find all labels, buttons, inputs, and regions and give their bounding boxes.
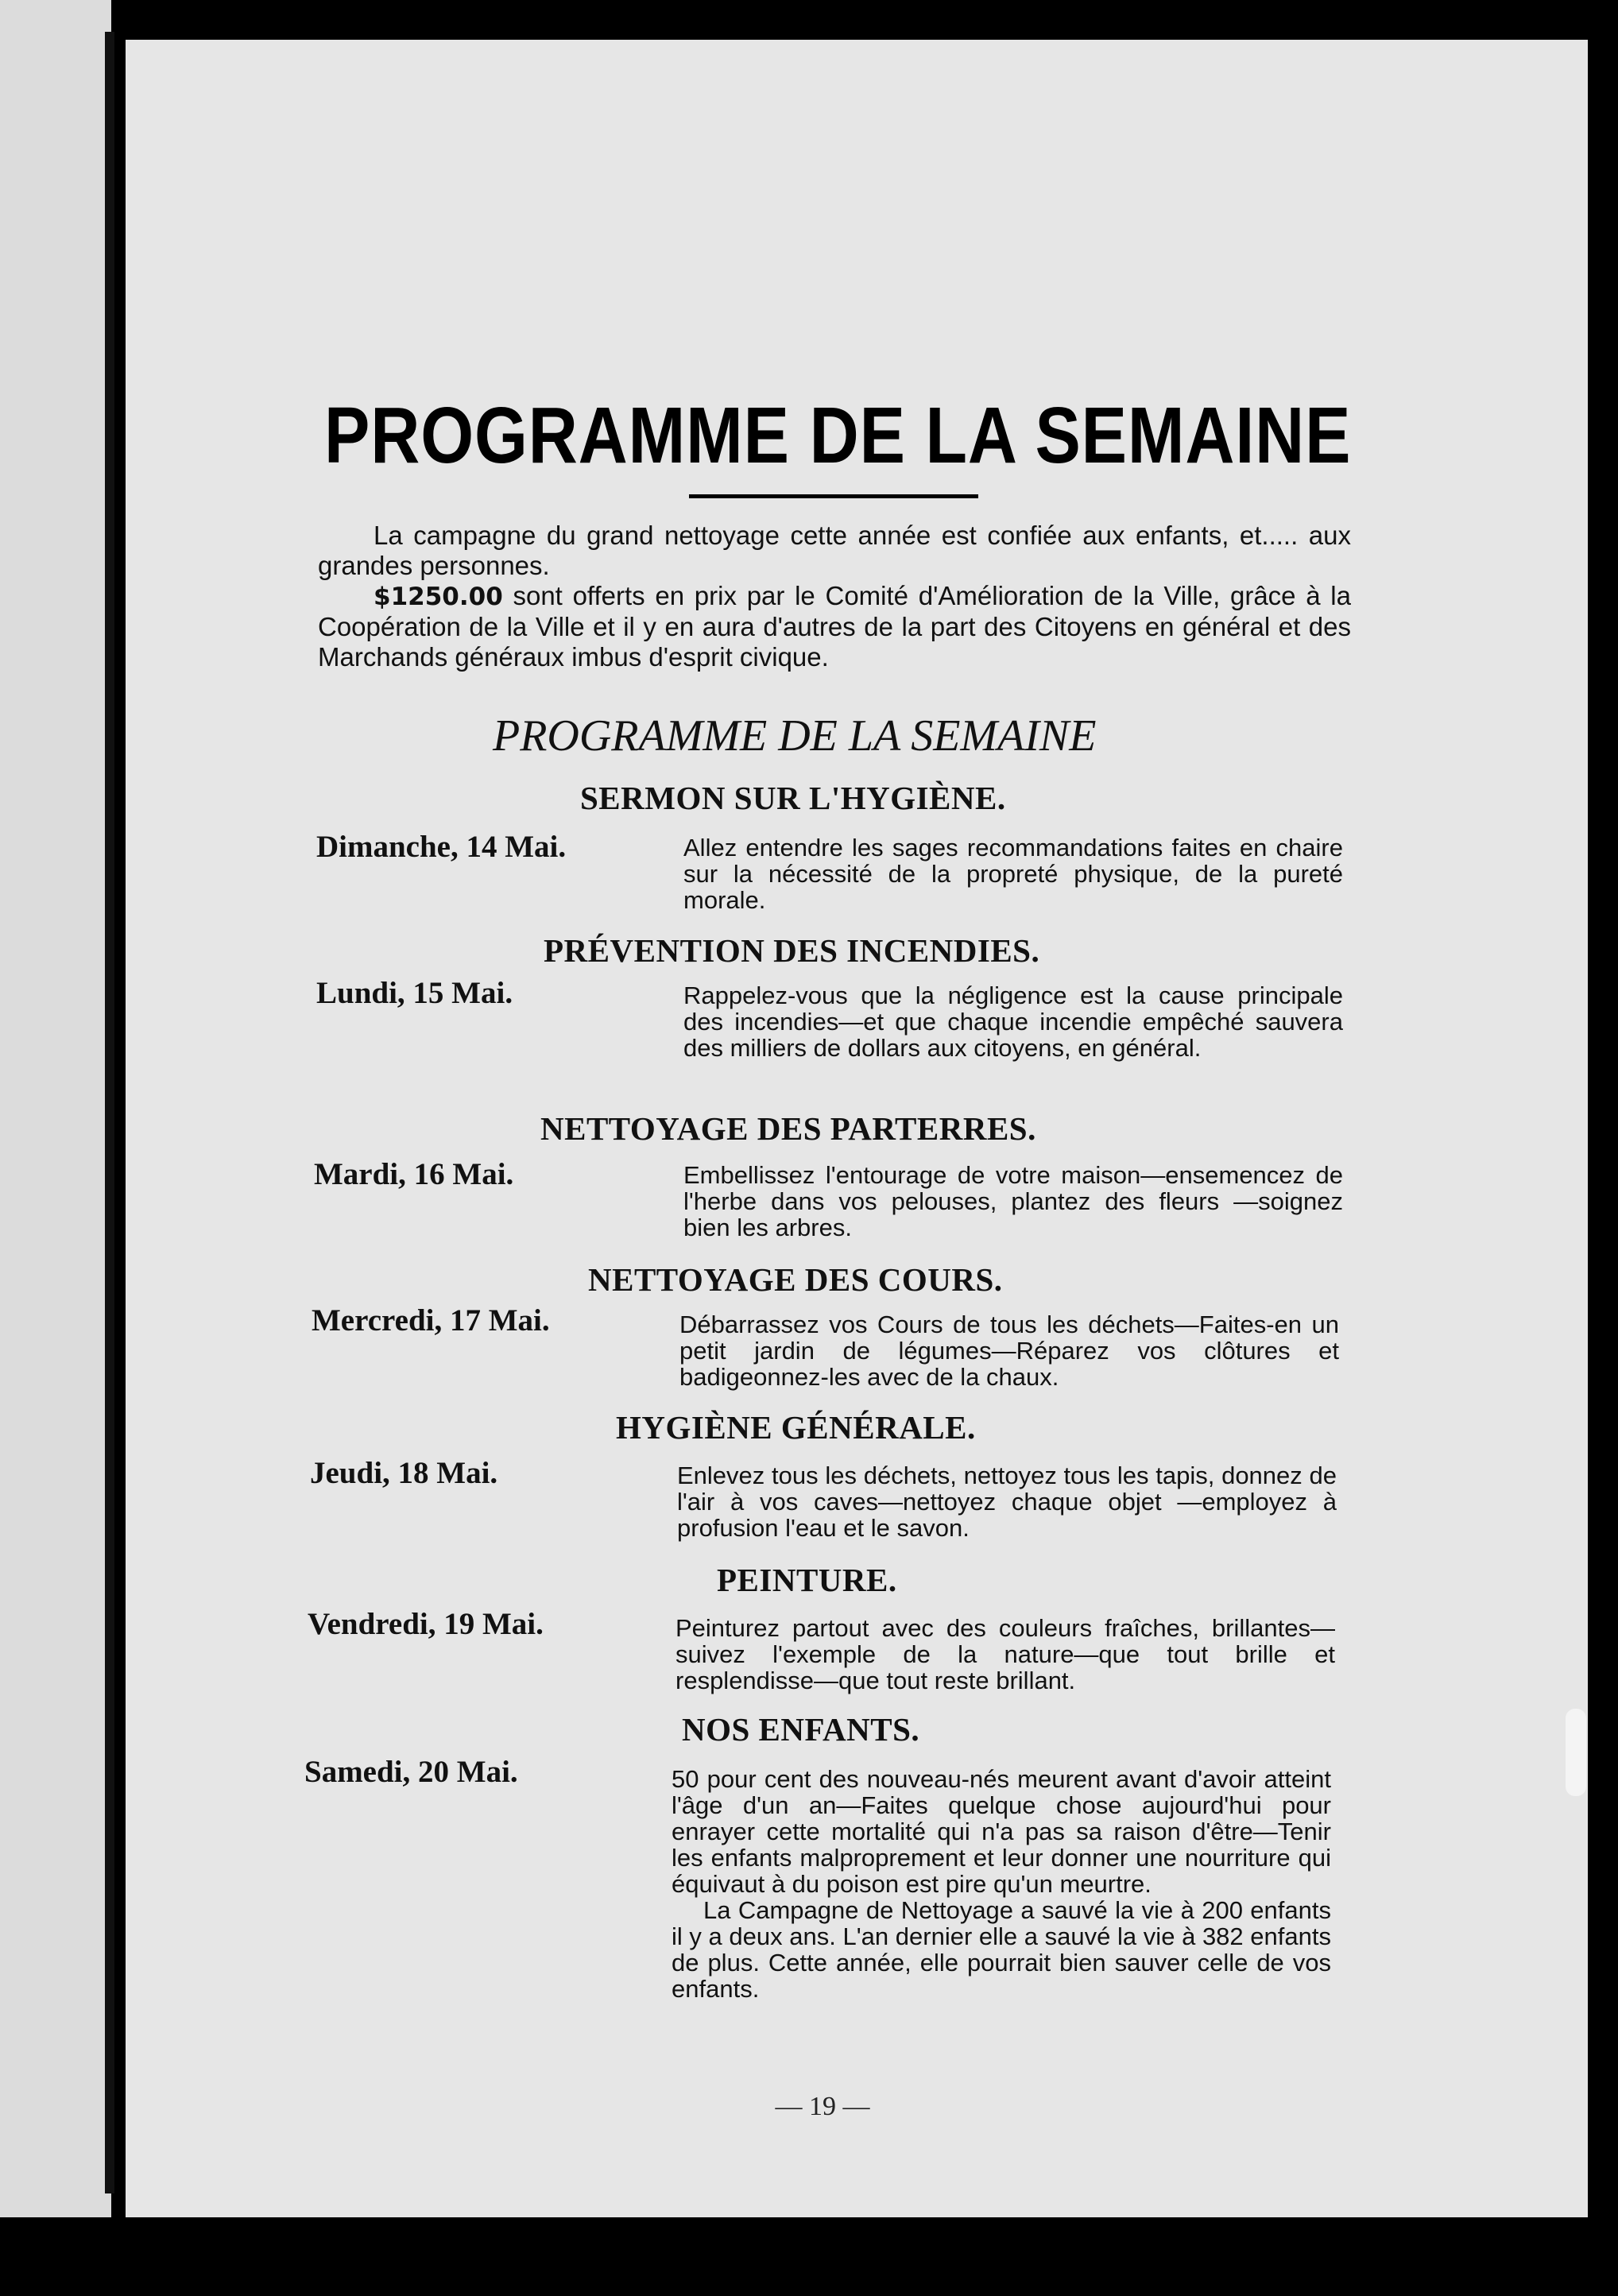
schedule-description: 50 pour cent des nouveau-nés meurent avant d'avoir atteint l'âge d'un an—Faites quelque chose aujourd'hui pour enrayer cette mortalité qui n'a pas sa raison d'être—Tenir les enfants malproprement et leur donner une nourriture qui équivaut à du poison est pire qu'un meurtre. La Campagne de Nettoyage a sauvé la vie à 200 enfants il y a deux ans. L'an dernier elle a sauvé la vie à 382 enfants de plus. Cette année, elle pourrait bien sauver celle de vos enfants. — [672, 1765, 1331, 2003]
schedule-heading: NETTOYAGE DES COURS. — [588, 1261, 1003, 1298]
schedule-day: Vendredi, 19 Mai. — [308, 1607, 544, 1641]
schedule-day: Mercredi, 17 Mai. — [312, 1303, 550, 1338]
schedule-description: Débarrassez vos Cours de tous les déchets—Faites-en un petit jardin de légumes—Réparez vos clôtures et badigeonnez-les avec de la chaux. — [679, 1311, 1339, 1391]
schedule-heading: NETTOYAGE DES PARTERRES. — [540, 1110, 1036, 1147]
schedule-day: Samedi, 20 Mai. — [304, 1755, 518, 1789]
schedule-heading: HYGIÈNE GÉNÉRALE. — [616, 1409, 976, 1446]
prize-amount: $1250.00 — [374, 583, 503, 611]
schedule-description: Allez entendre les sages recommandations faites en chaire sur la nécessité de la propreté physique, de la pureté morale. — [683, 834, 1343, 914]
schedule-subtitle: PROGRAMME DE LA SEMAINE — [493, 711, 1097, 761]
adjacent-page-edge — [0, 0, 111, 2296]
schedule-day: Dimanche, 14 Mai. — [316, 830, 567, 864]
page-title: PROGRAMME DE LA SEMAINE — [324, 391, 1352, 480]
schedule-day: Mardi, 16 Mai. — [314, 1157, 514, 1191]
intro-section — [318, 521, 1351, 672]
prize-paragraph — [318, 581, 1351, 672]
binding-shadow — [105, 32, 114, 2193]
schedule-description: Enlevez tous les déchets, nettoyez tous les tapis, donnez de l'air à vos caves—nettoyez chaque objet —employez à profusion l'eau et le savon. — [677, 1462, 1337, 1542]
page-number: — 19 — — [775, 2092, 870, 2121]
schedule-description: Rappelez-vous que la négligence est la cause principale des incendies—et que chaque incendie empêché sauvera des milliers de dollars aux citoyens, en général. — [683, 982, 1343, 1062]
schedule-heading: PRÉVENTION DES INCENDIES. — [544, 932, 1040, 969]
paper-damage — [1566, 1709, 1586, 1796]
schedule-day: Lundi, 15 Mai. — [316, 976, 513, 1010]
scan-border — [0, 2217, 1618, 2296]
schedule-description: Embellissez l'entourage de votre maison—ensemencez de l'herbe dans vos pelouses, plantez des fleurs —soignez bien les arbres. — [683, 1161, 1343, 1241]
schedule-heading: NOS ENFANTS. — [682, 1711, 920, 1748]
title-divider — [689, 494, 978, 498]
schedule-heading: PEINTURE. — [717, 1562, 897, 1598]
prize-text: sont offerts en prix par le Comité d'Amélioration de la Ville, grâce à la Coopération de la Ville et il y en aura d'autres de la part des Citoyens en général et des Marchands généraux imbus d'esprit civique. — [318, 581, 1351, 672]
schedule-heading: SERMON SUR L'HYGIÈNE. — [580, 780, 1006, 816]
schedule-day: Jeudi, 18 Mai. — [310, 1456, 498, 1490]
intro-paragraph: La campagne du grand nettoyage cette année est confiée aux enfants, et..... aux grandes personnes. — [318, 521, 1351, 580]
schedule-description: Peinturez partout avec des couleurs fraîches, brillantes—suivez l'exemple de la nature—que tout brille et resplendisse—que tout reste brillant. — [675, 1614, 1335, 1694]
